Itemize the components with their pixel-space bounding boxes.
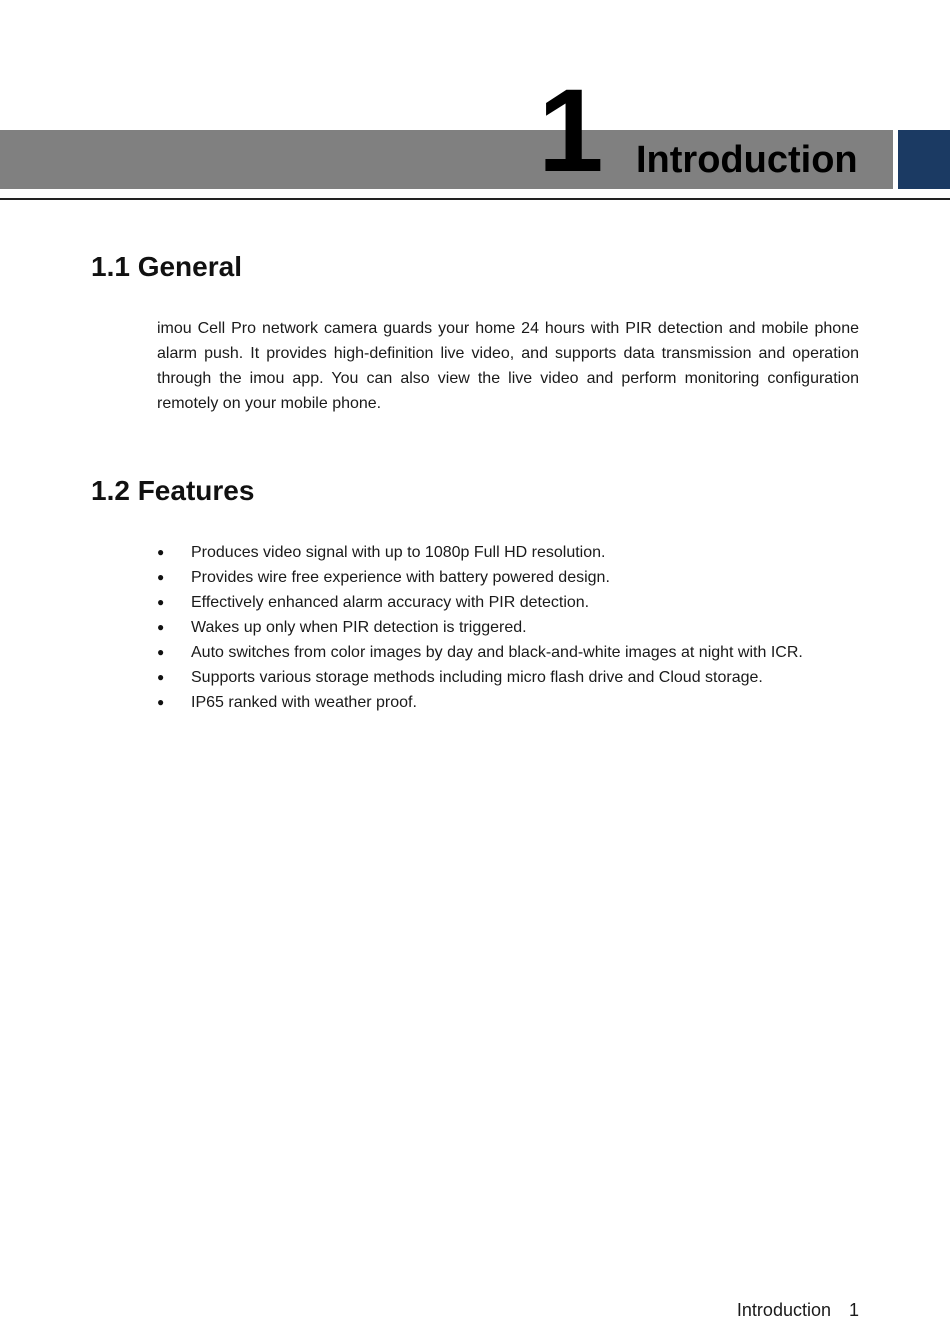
section-heading-general: 1.1 General: [91, 251, 242, 282]
feature-text: Provides wire free experience with battery powered design.: [191, 569, 610, 586]
list-item: [157, 615, 859, 640]
chapter-header-rule: [0, 198, 950, 200]
feature-text: Produces video signal with up to 1080p Full HD resolution.: [191, 544, 606, 561]
feature-text: Auto switches from color images by day and black-and-white images at night with ICR.: [191, 644, 803, 661]
list-item: [157, 640, 859, 665]
feature-text: Wakes up only when PIR detection is triggered.: [191, 619, 527, 636]
feature-list: [157, 540, 859, 715]
bullet-icon: ●: [157, 695, 165, 709]
list-item: [157, 540, 859, 565]
footer-page-number: 1: [848, 1300, 859, 1320]
bullet-icon: ●: [157, 570, 165, 584]
bullet-icon: ●: [157, 645, 165, 659]
general-paragraph: imou Cell Pro network camera guards your home 24 hours with PIR detection and mobile phone alarm push. It provides high-definition live video, and supports data transmission and operation through the imou app. You can also view the live video and perform monitoring configuration remotely on your mobile phone.: [157, 320, 859, 412]
list-item: [157, 565, 859, 590]
bullet-icon: ●: [157, 670, 165, 684]
bullet-icon: ●: [157, 620, 165, 634]
chapter-number: 1: [538, 65, 604, 197]
list-item: [157, 690, 859, 715]
list-item: [157, 590, 859, 615]
list-item: [157, 665, 859, 690]
footer-section-label: Introduction: [736, 1300, 831, 1320]
feature-text: Effectively enhanced alarm accuracy with PIR detection.: [191, 594, 590, 611]
bullet-icon: ●: [157, 545, 165, 559]
feature-text: IP65 ranked with weather proof.: [191, 694, 417, 711]
bullet-icon: ●: [157, 595, 165, 609]
chapter-title: Introduction: [636, 139, 858, 181]
page-footer: [737, 1298, 859, 1322]
section-heading-features: 1.2 Features: [91, 475, 255, 506]
chapter-header-accent: [898, 130, 950, 189]
feature-text: Supports various storage methods including micro flash drive and Cloud storage.: [191, 669, 763, 686]
